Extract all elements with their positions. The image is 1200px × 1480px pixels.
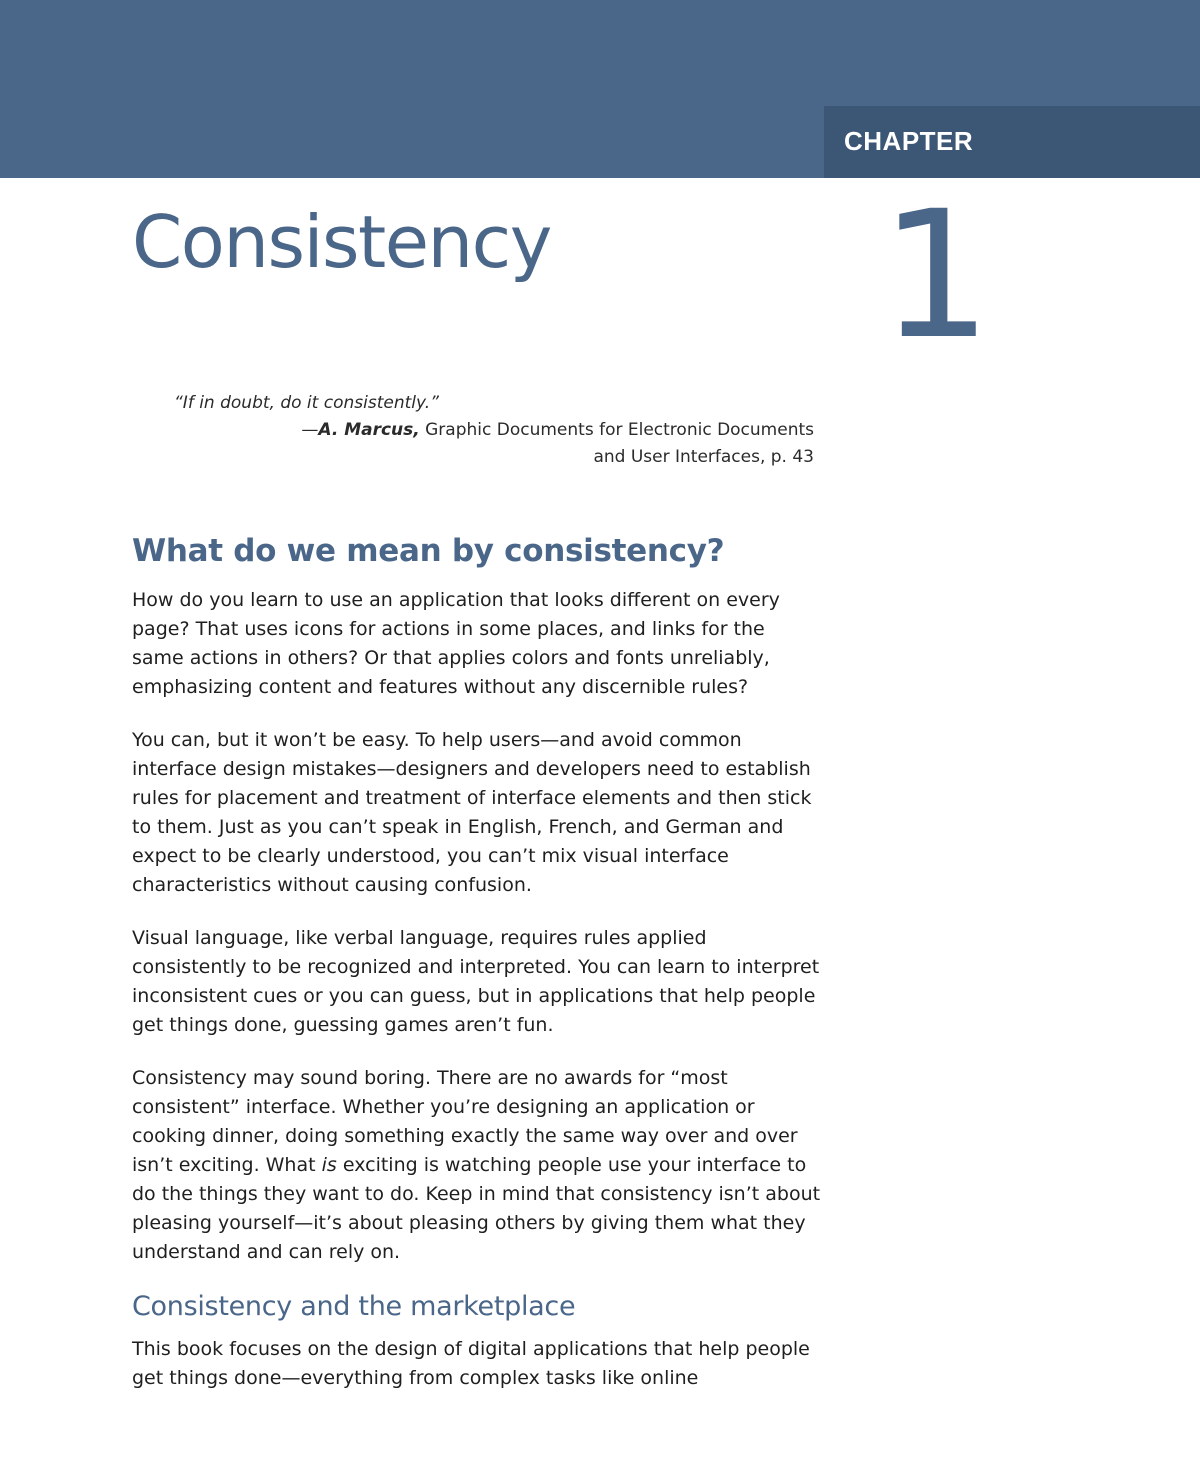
body-paragraph: This book focuses on the design of digital applications that help people get things done—everything from complex tasks like online bbox=[132, 1338, 810, 1389]
epigraph-quote: “If in doubt, do it consistently.” bbox=[174, 393, 439, 413]
epigraph-dash: — bbox=[301, 420, 319, 440]
body-paragraph-part: Consistency may sound boring. There are no awards for “most consistent” interface. Whether you’re designing an application or cooking dinner, doing something exactly the same way over and over isn’t exciting. What bbox=[132, 1067, 798, 1176]
body-paragraph: Visual language, like verbal language, requires rules applied consistently to be recognized and interpreted. You can learn to interpret inconsistent cues or you can guess, but in applications that help people get things done, guessing games aren’t fun. bbox=[132, 927, 820, 1036]
body-paragraph-part: exciting is watching people use your interface to do the things they want to do. Keep in mind that consistency isn’t about pleasing yourself—it’s about pleasing others by giving them what they understand and can rely on. bbox=[132, 1154, 821, 1263]
chapter-title: Consistency bbox=[132, 200, 551, 284]
body-paragraph: How do you learn to use an application that looks different on every page? That uses icons for actions in some places, and links for the same actions in others? Or that applies colors and fonts unreliably, emphasizing content and features without any discernible rules? bbox=[132, 589, 780, 698]
chapter-number: 1 bbox=[880, 173, 992, 378]
section-heading: What do we mean by consistency? bbox=[132, 533, 725, 569]
epigraph-source-line2: and User Interfaces, p. 43 bbox=[593, 447, 814, 467]
emphasis-text: is bbox=[321, 1154, 337, 1176]
chapter-label: CHAPTER bbox=[844, 126, 974, 156]
epigraph-author: A. Marcus, bbox=[318, 420, 420, 440]
epigraph-attribution bbox=[132, 417, 814, 444]
body-paragraph bbox=[132, 1064, 822, 1267]
epigraph bbox=[132, 390, 814, 471]
subsection-heading: Consistency and the marketplace bbox=[132, 1291, 576, 1322]
body-paragraph: You can, but it won’t be easy. To help users—and avoid common interface design mistakes—designers and developers need to establish rules for placement and treatment of interface elements and then stick to them. Just as you can’t speak in English, French, and German and expect to be clearly understood, you can’t mix visual interface characteristics without causing confusion. bbox=[132, 729, 812, 896]
epigraph-source-line1: Graphic Documents for Electronic Documents bbox=[419, 420, 814, 440]
main-content bbox=[132, 528, 822, 1393]
chapter-tab bbox=[824, 106, 1200, 178]
